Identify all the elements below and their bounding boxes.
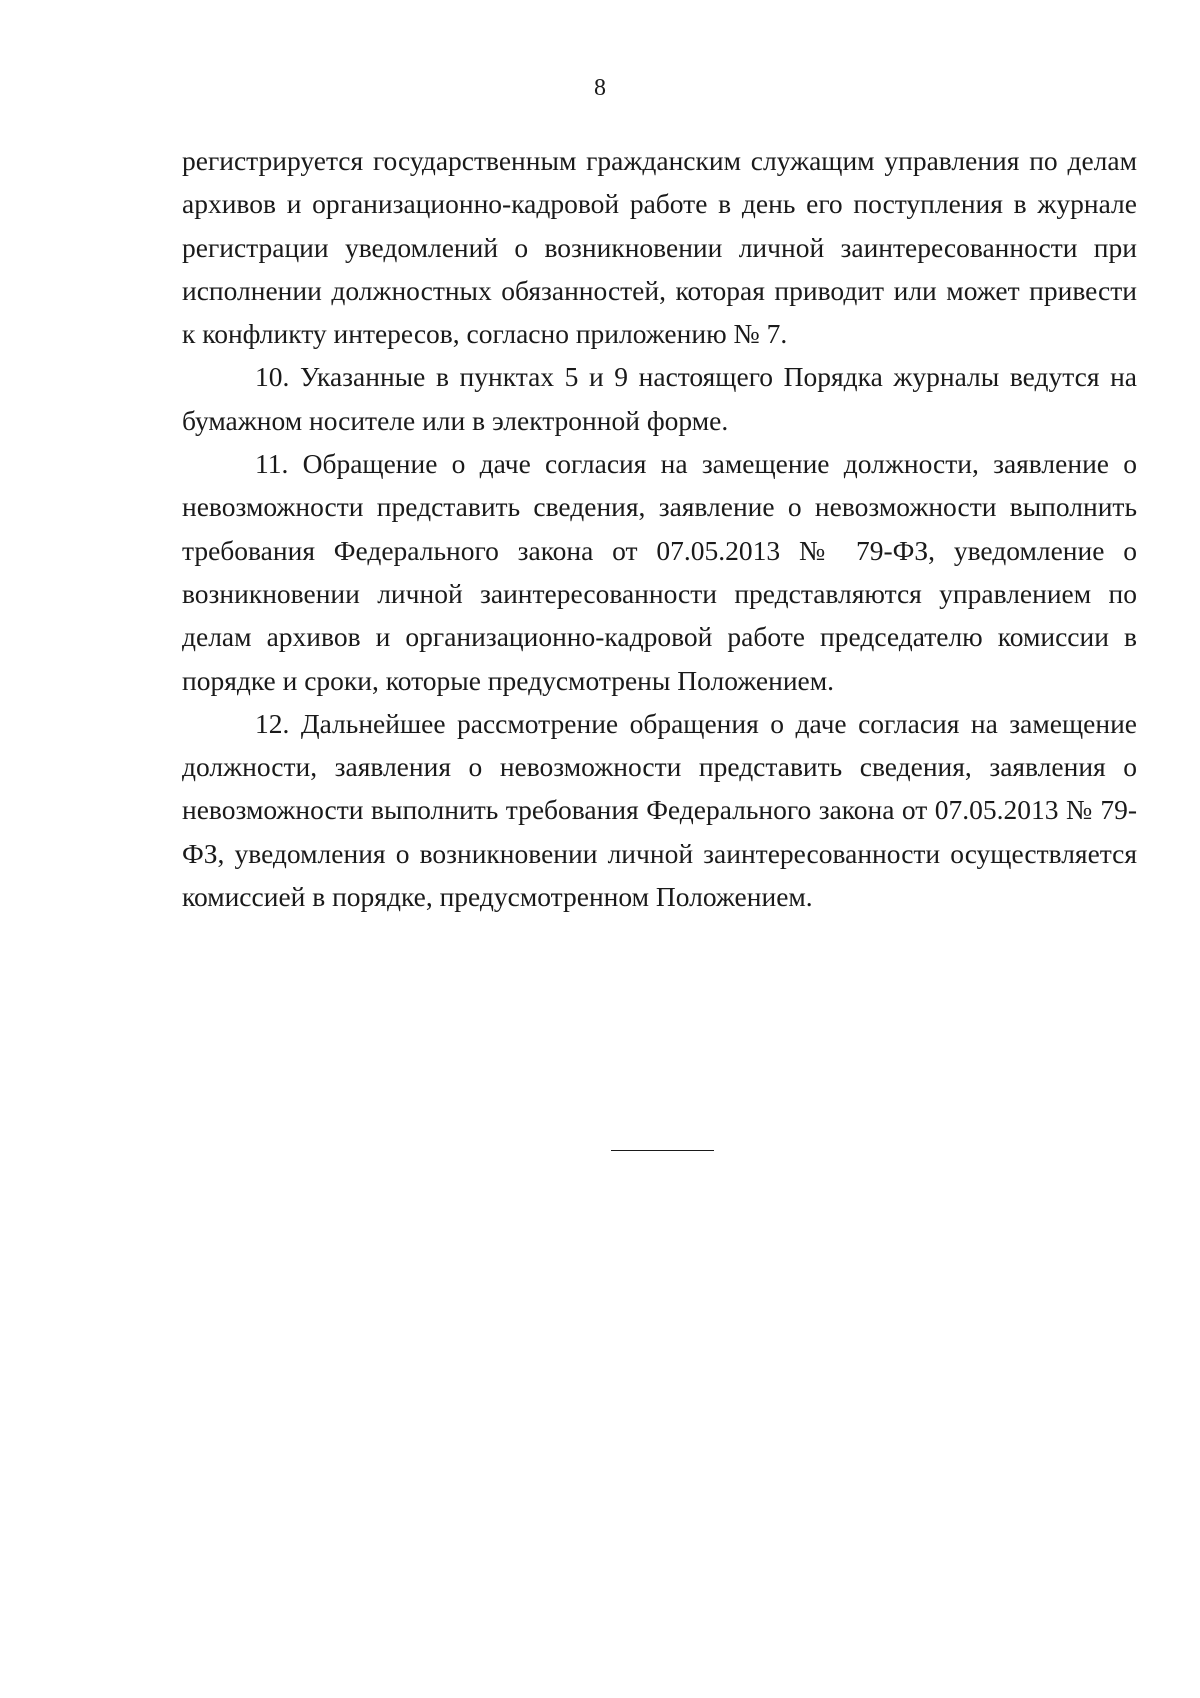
paragraph-12: 12. Дальнейшее рассмотрение обращения о даче согласия на замещение должности, заявления о невозможности представить сведения, заявления о невозможности выполнить требования Федерального закона от 07.05.2013 № 79-ФЗ, уведомления о возникновении личной заинтересованности осуществляется комиссией в порядке, предусмотренном Положением.	[182, 707, 1137, 913]
paragraph-10: 10. Указанные в пунктах 5 и 9 настоящего Порядка журналы ведутся на бумажном носителе или в электронной форме.	[182, 361, 1137, 436]
paragraph-11: 11. Обращение о даче согласия на замещение должности, заявление о невозможности представить сведения, заявление о невозможности выполнить требования Федерального закона от 07.05.2013 № 79-ФЗ, уведомление о возникновении личной заинтересованности представляются управлением по делам архивов и организационно-кадровой работе председателю комиссии в порядке и сроки, которые предусмотрены Положением.	[182, 448, 1137, 696]
page-number: 8	[594, 75, 606, 101]
document-body	[182, 139, 1137, 918]
end-of-text-rule	[611, 1150, 714, 1151]
paragraph-continuation: регистрируется государственным гражданским служащим управления по делам архивов и организационно-кадровой работе в день его поступления в журнале регистрации уведомлений о возникновении личной заинтересованности при исполнении должностных обязанностей, которая приводит или может привести к конфликту интересов, согласно приложению № 7.	[182, 145, 1137, 350]
